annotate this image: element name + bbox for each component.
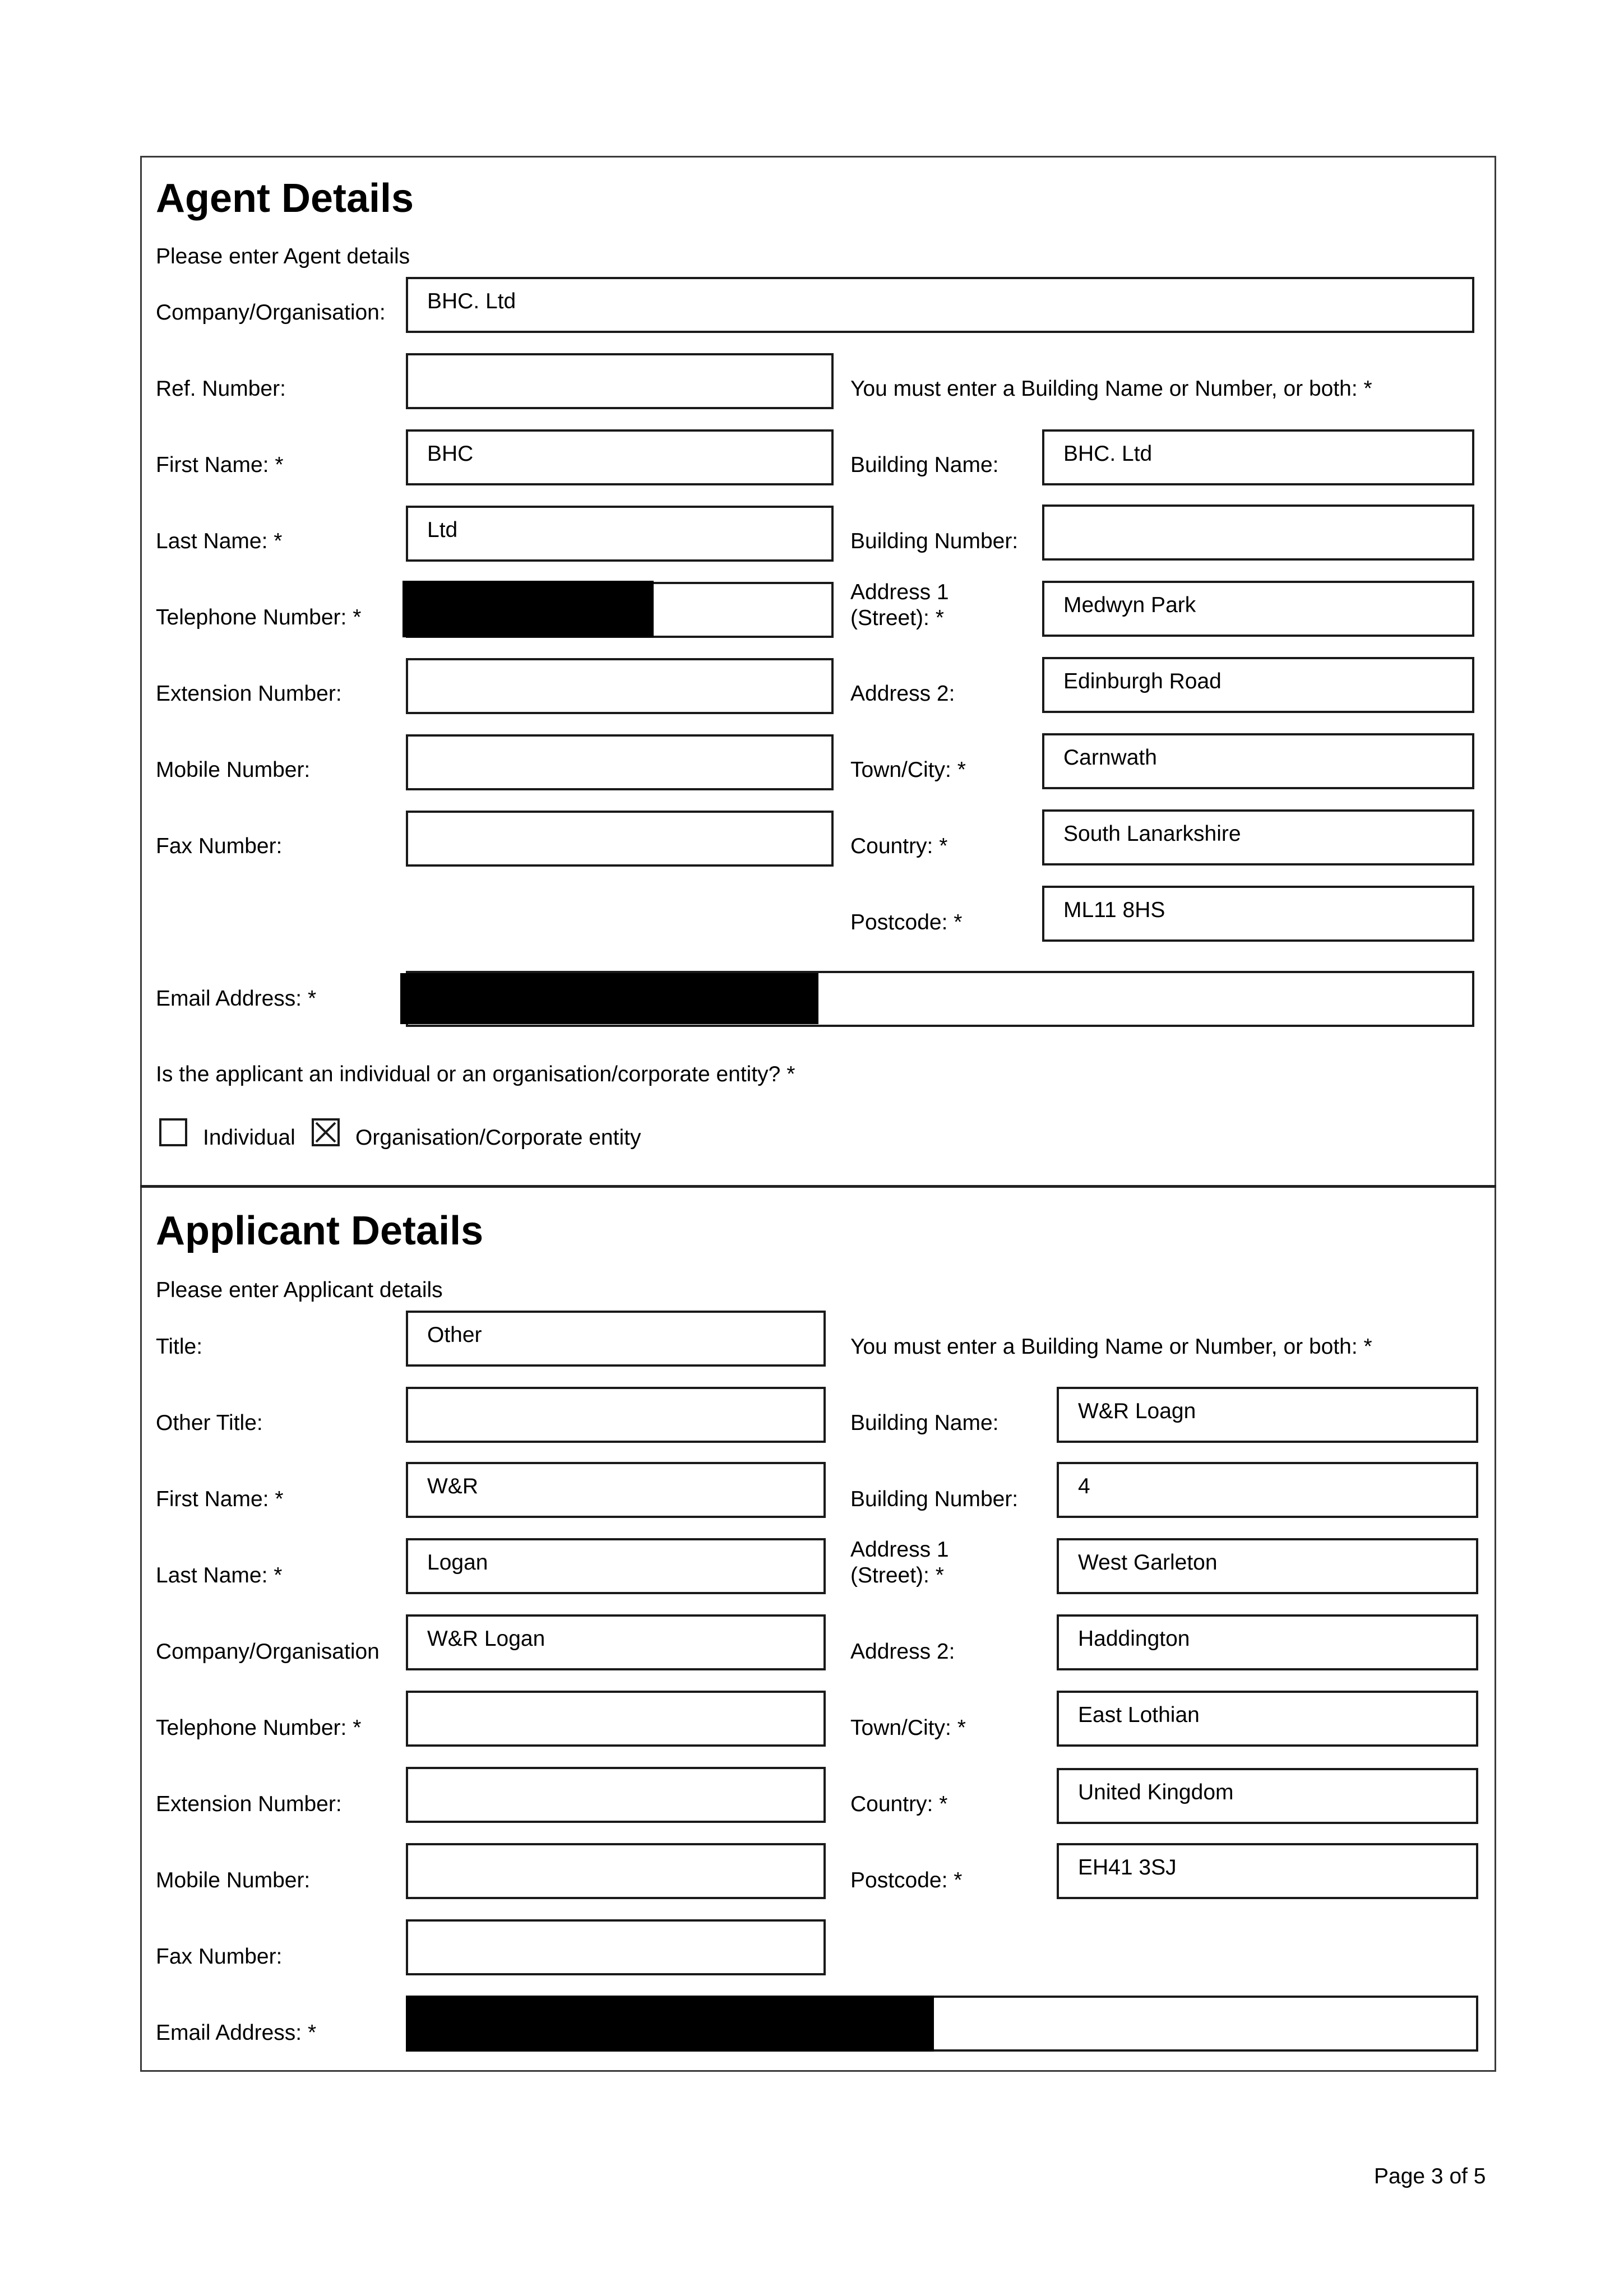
organisation-checkbox[interactable] <box>312 1118 340 1146</box>
agent-company-field[interactable]: BHC. Ltd <box>406 277 1474 333</box>
applicant-address1-label <box>850 1537 949 1589</box>
agent-building-note: You must enter a Building Name or Number, or both: * <box>850 377 1372 401</box>
agent-fax-field[interactable] <box>406 811 834 867</box>
applicant-postcode-field[interactable]: EH41 3SJ <box>1057 1843 1478 1899</box>
agent-first-name-label: First Name: * <box>156 453 284 477</box>
applicant-town-field[interactable]: East Lothian <box>1057 1691 1478 1747</box>
applicant-address2-label: Address 2: <box>850 1640 955 1664</box>
applicant-mobile-field[interactable] <box>406 1843 826 1899</box>
applicant-address2-field[interactable]: Haddington <box>1057 1614 1478 1670</box>
applicant-telephone-label: Telephone Number: * <box>156 1716 362 1740</box>
applicant-building-note: You must enter a Building Name or Number, or both: * <box>850 1335 1372 1359</box>
agent-postcode-label: Postcode: * <box>850 910 963 934</box>
agent-fax-label: Fax Number: <box>156 834 283 858</box>
agent-building-number-label: Building Number: <box>850 529 1019 553</box>
organisation-option-label: Organisation/Corporate entity <box>355 1126 641 1150</box>
applicant-last-name-field[interactable]: Logan <box>406 1538 826 1594</box>
applicant-company-field[interactable]: W&R Logan <box>406 1614 826 1670</box>
applicant-country-label: Country: * <box>850 1792 948 1816</box>
agent-address2-label: Address 2: <box>850 682 955 706</box>
applicant-building-number-label: Building Number: <box>850 1487 1019 1511</box>
applicant-building-number-field[interactable]: 4 <box>1057 1462 1478 1518</box>
section-divider <box>140 1185 1496 1188</box>
agent-country-field[interactable]: South Lanarkshire <box>1042 809 1474 865</box>
applicant-company-label: Company/Organisation <box>156 1640 380 1664</box>
agent-town-field[interactable]: Carnwath <box>1042 733 1474 789</box>
agent-last-name-label: Last Name: * <box>156 529 283 553</box>
agent-first-name-field[interactable]: BHC <box>406 429 834 485</box>
agent-company-label: Company/Organisation: <box>156 300 386 325</box>
applicant-heading: Applicant Details <box>156 1209 484 1253</box>
agent-mobile-label: Mobile Number: <box>156 758 311 782</box>
redaction-bar <box>402 581 654 637</box>
agent-applicant-type-question: Is the applicant an individual or an organisation/corporate entity? * <box>156 1062 795 1086</box>
applicant-extension-field[interactable] <box>406 1767 826 1823</box>
applicant-fax-label: Fax Number: <box>156 1945 283 1969</box>
redaction-bar <box>406 1996 934 2052</box>
agent-extension-field[interactable] <box>406 658 834 714</box>
applicant-email-label: Email Address: * <box>156 2021 317 2045</box>
agent-building-name-field[interactable]: BHC. Ltd <box>1042 429 1474 485</box>
redaction-bar <box>400 973 818 1024</box>
applicant-other-title-field[interactable] <box>406 1387 826 1443</box>
applicant-country-field[interactable]: United Kingdom <box>1057 1768 1478 1824</box>
agent-address1-label <box>850 580 949 631</box>
checkbox-cross-icon <box>314 1121 337 1144</box>
agent-last-name-field[interactable]: Ltd <box>406 506 834 562</box>
applicant-postcode-label: Postcode: * <box>850 1868 963 1892</box>
agent-postcode-field[interactable]: ML11 8HS <box>1042 886 1474 942</box>
applicant-other-title-label: Other Title: <box>156 1411 263 1435</box>
agent-address1-label-line1: Address 1 <box>850 580 949 604</box>
individual-checkbox[interactable] <box>159 1118 187 1146</box>
agent-telephone-label: Telephone Number: * <box>156 605 362 629</box>
agent-address2-field[interactable]: Edinburgh Road <box>1042 657 1474 713</box>
applicant-building-name-field[interactable]: W&R Loagn <box>1057 1387 1478 1443</box>
agent-address1-field[interactable]: Medwyn Park <box>1042 581 1474 637</box>
applicant-telephone-field[interactable] <box>406 1691 826 1747</box>
applicant-address1-label-line1: Address 1 <box>850 1538 949 1562</box>
agent-country-label: Country: * <box>850 834 948 858</box>
agent-email-label: Email Address: * <box>156 987 317 1011</box>
applicant-fax-field[interactable] <box>406 1919 826 1975</box>
applicant-last-name-label: Last Name: * <box>156 1563 283 1587</box>
applicant-intro: Please enter Applicant details <box>156 1278 443 1302</box>
applicant-title-field[interactable]: Other <box>406 1311 826 1367</box>
agent-building-name-label: Building Name: <box>850 453 999 477</box>
page-number: Page 3 of 5 <box>1374 2164 1486 2188</box>
applicant-first-name-label: First Name: * <box>156 1487 284 1511</box>
agent-ref-label: Ref. Number: <box>156 377 286 401</box>
agent-heading: Agent Details <box>156 176 414 221</box>
agent-mobile-field[interactable] <box>406 734 834 790</box>
applicant-town-label: Town/City: * <box>850 1716 966 1740</box>
agent-town-label: Town/City: * <box>850 758 966 782</box>
applicant-extension-label: Extension Number: <box>156 1792 342 1816</box>
agent-address1-label-line2: (Street): * <box>850 606 944 631</box>
individual-option-label: Individual <box>203 1126 295 1150</box>
applicant-first-name-field[interactable]: W&R <box>406 1462 826 1518</box>
applicant-title-label: Title: <box>156 1335 203 1359</box>
applicant-mobile-label: Mobile Number: <box>156 1868 311 1892</box>
agent-extension-label: Extension Number: <box>156 682 342 706</box>
applicant-address1-label-line2: (Street): * <box>850 1563 944 1588</box>
applicant-building-name-label: Building Name: <box>850 1411 999 1435</box>
agent-building-number-field[interactable] <box>1042 504 1474 561</box>
agent-ref-field[interactable] <box>406 353 834 409</box>
agent-intro: Please enter Agent details <box>156 244 410 269</box>
applicant-address1-field[interactable]: West Garleton <box>1057 1538 1478 1594</box>
